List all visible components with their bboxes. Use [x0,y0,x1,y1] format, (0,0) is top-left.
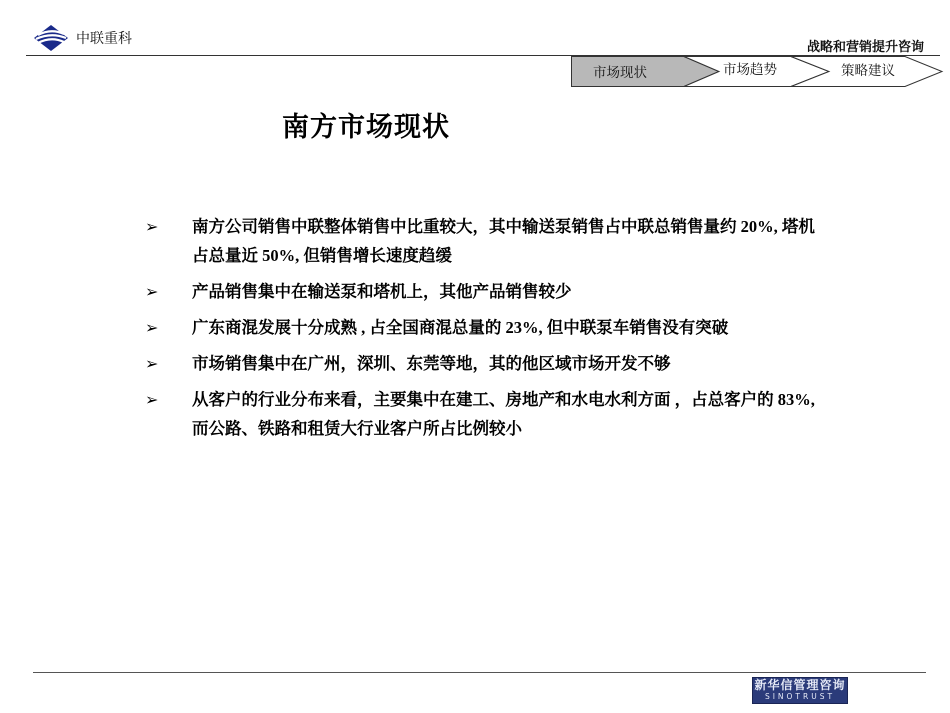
header-title: 战略和营销提升咨询 [806,40,924,55]
bullet-item [145,349,825,378]
bullet-item [145,212,825,270]
step-label-market-trend: 市场趋势 [723,62,777,78]
arrowhead-bullet-icon: ➢ [145,354,159,373]
progress-steps [571,56,946,90]
brand-name: 中联重科 [76,31,132,47]
bullet-item [145,385,825,443]
bullet-text: 广东商混发展十分成熟 , 占全国商混总量的 23%, 但中联泵车销售没有突破 [192,318,729,337]
arrowhead-bullet-icon: ➢ [145,390,159,409]
bullet-item [145,313,825,342]
bullet-text: 从客户的行业分布来看，主要集中在建工、房地产和水电水利方面 ，占总客户的 83%, 而公路、铁路和租赁大行业客户所占比例较小 [192,390,815,438]
footer-logo-en: SINOTRUST [764,692,836,701]
zoomlion-logo-icon [32,24,70,52]
bullet-text: 南方公司销售中联整体销售中比重较大，其中输送泵销售占中联总销售量约 20%, 塔机占总量近 50%, 但销售增长速度趋缓 [192,217,815,265]
arrowhead-bullet-icon: ➢ [145,217,159,236]
page-title: 南方市场现状 [282,112,450,143]
sinotrust-logo [752,677,848,704]
arrowhead-bullet-icon: ➢ [145,282,159,301]
bullet-text: 产品销售集中在输送泵和塔机上，其他产品销售较少 [192,282,572,301]
bullet-text: 市场销售集中在广州，深圳、东莞等地，其的他区域市场开发不够 [192,354,671,373]
step-label-market-status: 市场现状 [593,65,647,81]
footer-divider [33,672,926,673]
arrowhead-bullet-icon: ➢ [145,318,159,337]
step-label-strategy: 策略建议 [841,63,895,79]
brand-logo [32,24,132,52]
bullet-list [145,212,825,450]
bullet-item [145,277,825,306]
footer-logo-cn: 新华信管理咨询 [754,678,846,692]
